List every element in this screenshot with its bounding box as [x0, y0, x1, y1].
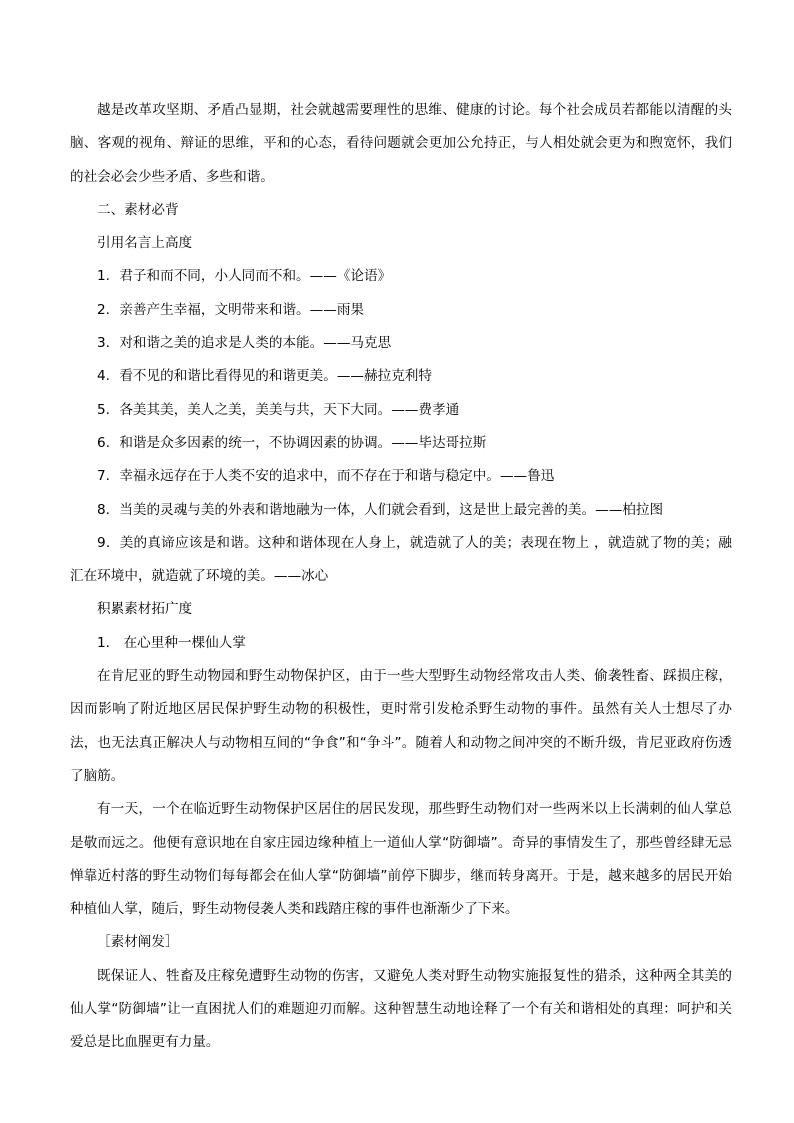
- quote-item: [70, 294, 732, 327]
- intro-paragraph: 越是改革攻坚期、矛盾凸显期，社会就越需要理性的思维、健康的讨论。每个社会成员若都能以清醒的头脑、客观的视角、辩证的思维，平和的心态，看待问题就会更加公允持正，与人相处就会更为和煦宽怀，我们的社会必会少些矛盾、多些和谐。: [70, 102, 732, 185]
- quote-item: [70, 460, 732, 493]
- quote-number: 1.: [97, 268, 110, 285]
- quote-item: [70, 260, 732, 293]
- commentary-paragraph: 既保证人、牲畜及庄稼免遭野生动物的伤害，又避免人类对野生动物实施报复性的猎杀，这种两全其美的仙人掌“防御墙”让一直困扰人们的难题迎刃而解。这种智慧生动地诠释了一个有关和谐相处的真理：呵护和关爱总是比血腥更有力量。: [70, 967, 732, 1051]
- quote-item: [70, 394, 732, 427]
- quote-text: 幸福永远存在于人类不安的追求中，而不存在于和谐与稳定中。——鲁迅: [119, 468, 555, 485]
- quotes-heading: 引用名言上高度: [97, 235, 193, 252]
- quote-text: 看不见的和谐比看得见的和谐更美。——赫拉克利特: [119, 368, 432, 385]
- quote-text: 君子和而不同，小人同而不和。——《论语》: [119, 268, 392, 285]
- quote-text: 当美的灵魂与美的外表和谐地融为一体，人们就会看到，这是世上最完善的美。——柏拉图: [119, 501, 664, 518]
- story-paragraph-2: 有一天，一个在临近野生动物保护区居住的居民发现，那些野生动物们对一些两米以上长满刺的仙人掌总是敬而远之。他便有意识地在自家庄园边缘种植上一道仙人掌“防御墙”。奇异的事情发生了，那些曾经肆无忌惮靠近村落的野生动物们每每都会在仙人掌“防御墙”前停下脚步，继而转身离开。于是，越来越多的居民开始种植仙人掌，随后，野生动物侵袭人类和践踏庄稼的事件也渐渐少了下来。: [70, 801, 732, 918]
- story-paragraph-1: 在肯尼亚的野生动物园和野生动物保护区，由于一些大型野生动物经常攻击人类、偷袭牲畜、踩损庄稼，因而影响了附近地区居民保护野生动物的积极性，更时常引发枪杀野生动物的事件。虽然有关人士想尽了办法，也无法真正解决人与动物相互间的“争食”和“争斗”。随着人和动物之间冲突的不断升级，肯尼亚政府伤透了脑筋。: [70, 668, 732, 784]
- quote-text: 对和谐之美的追求是人类的本能。——马克思: [119, 335, 392, 352]
- quote-text: 亲善产生幸福，文明带来和谐。——雨果: [119, 301, 365, 318]
- quote-number: 8.: [97, 501, 110, 518]
- quote-number: 4.: [97, 368, 110, 385]
- quote-number: 6.: [97, 434, 110, 451]
- quote-item-9: 9．美的真谛应该是和谐。这种和谐体现在人身上，就造就了人的美；表现在物上 ，就造就了物的美；融汇在环境中，就造就了环境的美。——冰心: [70, 534, 732, 585]
- document-body: [70, 94, 732, 1060]
- quote-number: 2.: [97, 301, 110, 318]
- quote-item: [70, 427, 732, 460]
- quote-number: 7.: [97, 468, 110, 485]
- quote-item: [70, 327, 732, 360]
- quotes-list: [70, 260, 732, 593]
- quote-number: 5.: [97, 401, 110, 418]
- commentary-label: ［素材阐发］: [97, 934, 179, 951]
- quote-text: 和谐是众多因素的统一，不协调因素的协调。——毕达哥拉斯: [119, 434, 487, 451]
- material-title: 1. 在心里种一棵仙人掌: [97, 634, 246, 651]
- quote-text: 各美其美，美人之美，美美与共，天下大同。——费孝通: [119, 401, 460, 418]
- quote-item: [70, 360, 732, 393]
- material-heading: 积累素材拓广度: [97, 601, 193, 618]
- section-heading: 二、素材必背: [97, 201, 179, 218]
- quote-number: 3.: [97, 335, 110, 352]
- quote-item: [70, 494, 732, 527]
